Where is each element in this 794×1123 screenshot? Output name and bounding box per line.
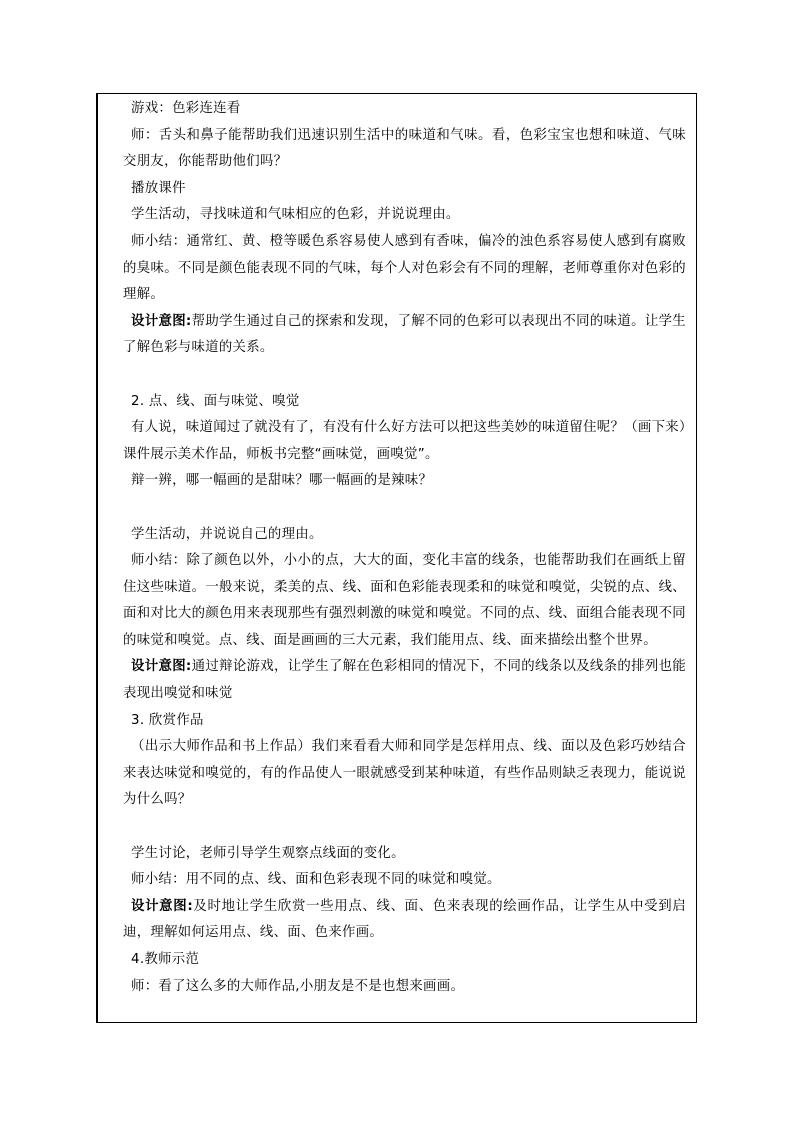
- table-column-divider: [97, 94, 98, 1022]
- section-heading-2: 2. 点、线、面与味觉、嗅觉: [131, 393, 300, 409]
- design-intent-3: [123, 894, 686, 947]
- lesson-content-cell: [123, 96, 686, 1000]
- teacher-summary-3: 师小结：用不同的点、线、面和色彩表现不同的味觉和嗅觉。: [131, 872, 501, 888]
- identify-question: 辩一辨，哪一幅画的是甜味？哪一幅画的是辣味？: [131, 473, 433, 489]
- student-activity-2: 学生活动，并说说自己的理由。: [131, 526, 323, 542]
- teacher-intro: 师：舌头和鼻子能帮助我们迅速识别生活中的味道和气味。看，色彩宝宝也想和味道、气味交朋友，你能帮助他们吗？: [123, 127, 686, 170]
- appreciate-works: （出示大师作品和书上作品）我们来看看大师和同学是怎样用点、线、面以及色彩巧妙结合来表达味觉和嗅觉的，有的作品使人一眼就感受到某种味道，有些作品则缺乏表现力，能说说为什么吗？: [123, 739, 686, 808]
- section-heading-3: 3. 欣赏作品: [131, 712, 204, 728]
- spacer: [123, 814, 686, 841]
- lesson-table: [96, 93, 697, 1023]
- teacher-summary-1: 师小结：通常红、黄、橙等暖色系容易使人感到有香味，偏冷的浊色系容易使人感到有腐败的臭味。不同是颜色能表现不同的气味，每个人对色彩会有不同的理解，老师尊重你对色彩的理解。: [123, 233, 686, 303]
- design-intent-label: 设计意图:: [131, 898, 193, 914]
- design-intent-text: 通过辩论游戏，让学生了解在色彩相同的情况下，不同的线条以及线条的排列也能表现出嗅觉和味觉: [123, 659, 686, 702]
- teacher-question: 有人说，味道闻过了就没有了，有没有什么好方法可以把这些美妙的味道留住呢？（画下来）课件展示美术作品，师板书完整“画味觉，画嗅觉”。: [123, 420, 686, 462]
- design-intent-label: 设计意图:: [131, 313, 192, 329]
- student-discussion: 学生讨论，老师引导学生观察点线面的变化。: [131, 845, 405, 861]
- play-courseware: 播放课件: [131, 180, 186, 196]
- activity-heading: 游戏：色彩连连看: [131, 101, 241, 116]
- design-intent-text: 及时地让学生欣赏一些用点、线、面、色来表现的绘画作品，让学生从中受到启迪，理解如何运用点、线、面、色来作画。: [123, 898, 686, 941]
- teacher-summary-2: 师小结：除了颜色以外，小小的点，大大的面，变化丰富的线条，也能帮助我们在画纸上留住这些味道。一般来说，柔美的点、线、面和色彩能表现柔和的味觉和嗅觉，尖锐的点、线、面和对比大的颜色用来表现那些有强烈刺激的味觉和嗅觉。不同的点、线、面组合能表现不同的味觉和嗅觉。点、线、面是画画的三大元素，我们能用点、线、面来描绘出整个世界。: [123, 553, 686, 648]
- design-intent-label: 设计意图:: [131, 659, 192, 675]
- teacher-demo: 师：看了这么多的大师作品,小朋友是不是也想来画画。: [131, 978, 465, 994]
- design-intent-2: [123, 654, 686, 707]
- student-activity-1: 学生活动，寻找味道和气味相应的色彩，并说说理由。: [131, 207, 460, 223]
- spacer: [123, 362, 686, 389]
- spacer: [123, 495, 686, 522]
- design-intent-1: [123, 309, 686, 362]
- design-intent-text: 帮助学生通过自己的探索和发现，了解不同的色彩可以表现出不同的味道。让学生了解色彩与味道的关系。: [123, 313, 686, 356]
- section-heading-4: 4.教师示范: [131, 952, 200, 967]
